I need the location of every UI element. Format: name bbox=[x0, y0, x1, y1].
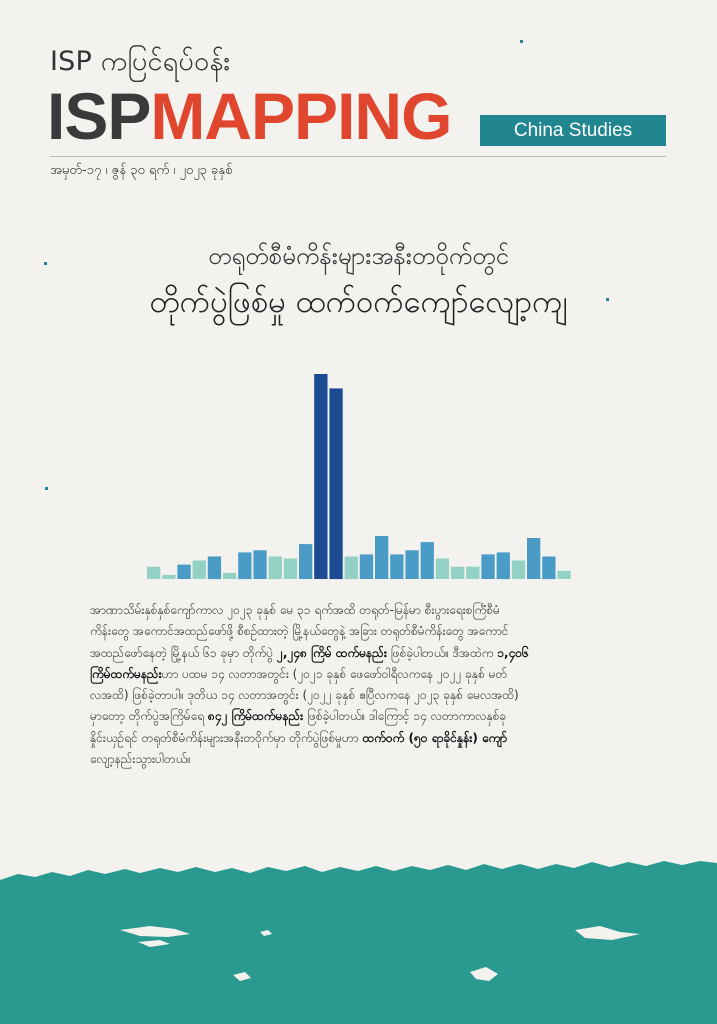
chart-bar-13 bbox=[329, 388, 342, 579]
chart-bar-4 bbox=[193, 561, 206, 579]
chart-bar-15 bbox=[360, 554, 373, 579]
chart-bar-11 bbox=[299, 544, 312, 579]
body-line-7: နှိုင်းယှဉ်ရင် တရုတ်စီမံကိန်းများအနီးတဝိုက်မှာ တိုက်ပွဲဖြစ်မှုဟာ bbox=[90, 730, 359, 745]
body-line-4: ဟာ ပထမ ၁၄ လတာအတွင်း (၂၀၂၁ ခုနှစ် ဖေဖော်ဝါရီလကနေ ၂၀၂၂ ခုနှစ် မတ် bbox=[161, 666, 508, 681]
series-label: ISP ကပြင်ရပ်ဝန်း bbox=[50, 46, 231, 77]
chart-bar-27 bbox=[542, 557, 555, 580]
chart-bar-25 bbox=[512, 561, 525, 579]
decorative-speck bbox=[44, 262, 47, 265]
body-highlight-first-period-unit: ကြိမ်ထက်မနည်း bbox=[90, 666, 162, 681]
body-line-5: လအထိ) ဖြစ်ခဲ့တာပါ။ ဒုတိယ ၁၄ လတာအတွင်း (၂၀၂၂ ခုနှစ် ဧပြီလကနေ ၂၀၂၃ ခုနှစ် မေလအထိ) bbox=[90, 688, 519, 703]
body-line-6: မှာတော့ တိုက်ပွဲအကြိမ်ရေ bbox=[90, 709, 205, 724]
body-line-3c: ဖြစ်ခဲ့ပါတယ်။ ဒီအထဲက bbox=[390, 645, 494, 660]
decorative-speck bbox=[520, 40, 523, 43]
chart-bar-14 bbox=[345, 557, 358, 580]
chart-bar-12 bbox=[314, 374, 327, 579]
body-highlight-total: ၂,၂၄၈ ကြိမ် ထက်မနည်း bbox=[276, 645, 387, 660]
issue-info: အမှတ်-၁၇ ၊ ဇွန် ၃၀ ရက် ၊ ၂၀၂၃ ခုနှစ် bbox=[50, 163, 233, 178]
chart-bar-2 bbox=[162, 575, 175, 579]
chart-bar-6 bbox=[223, 573, 236, 579]
chart-bar-22 bbox=[466, 567, 479, 579]
chart-bar-21 bbox=[451, 567, 464, 579]
chart-bar-7 bbox=[238, 552, 251, 579]
china-studies-badge: China Studies bbox=[480, 115, 666, 146]
decorative-speck bbox=[606, 298, 609, 301]
chart-bar-5 bbox=[208, 557, 221, 580]
body-highlight-second-period: ၈၄၂ ကြိမ်ထက်မနည်း bbox=[207, 709, 304, 724]
body-line-1: အာဏာသိမ်းနှစ်နှစ်ကျော်ကာလ ၂၀၂၃ ခုနှစ် မေ ၃၁ ရက်အထိ တရုတ်-မြန်မာ စီးပွားရေးစင်္ကြံစီမံ bbox=[90, 603, 500, 617]
body-line-6c: ဖြစ်ခဲ့ပါတယ်။ ဒါကြောင့် ၁၄ လတာကာလနှစ်ခု bbox=[307, 709, 507, 724]
chart-bar-24 bbox=[497, 552, 510, 579]
chart-bar-3 bbox=[177, 565, 190, 579]
logo-mapping-text: MAPPING bbox=[150, 79, 452, 153]
chart-bar-16 bbox=[375, 536, 388, 579]
body-highlight-first-period: ၁,၄၀၆ bbox=[497, 645, 529, 660]
chart-bar-18 bbox=[405, 550, 418, 579]
chart-bar-20 bbox=[436, 559, 449, 580]
body-line-8: လျော့နည်းသွားပါတယ်။ bbox=[90, 752, 191, 767]
chart-bar-10 bbox=[284, 559, 297, 580]
chart-bar-8 bbox=[253, 550, 266, 579]
chart-bar-19 bbox=[421, 542, 434, 579]
chart-bar-28 bbox=[557, 571, 570, 579]
logo-isp-text: ISP bbox=[47, 79, 151, 153]
chart-bar-1 bbox=[147, 567, 160, 579]
body-line-3: အထည်ဖော်နေတဲ့ မြို့နယ် ၆၁ ခုမှာ တိုက်ပွဲ bbox=[90, 645, 274, 660]
body-paragraph bbox=[90, 600, 638, 770]
body-highlight-decrease: ထက်ဝက် (၅၀ ရာခိုင်နှုန်း) ကျော် bbox=[362, 730, 508, 745]
chart-bar-9 bbox=[269, 557, 282, 580]
chart-bar-17 bbox=[390, 554, 403, 579]
footer-brush-band bbox=[0, 850, 717, 1024]
body-line-2: ကိန်းတွေ အကောင်အထည်ဖော်ဖို့ စီစဉ်ထားတဲ့ မြို့နယ်တွေနဲ့ အခြား တရုတ်စီမံကိန်းတွေ အကောင် bbox=[90, 624, 509, 639]
chart-bar-23 bbox=[481, 554, 494, 579]
headline-line-2: တိုက်ပွဲဖြစ်မှု ထက်ဝက်ကျော်လျော့ကျ bbox=[149, 284, 568, 320]
headline-line-1: တရုတ်စီမံကိန်းများအနီးတဝိုက်တွင် bbox=[208, 242, 509, 270]
decorative-speck bbox=[45, 487, 48, 490]
chart-bar-26 bbox=[527, 538, 540, 579]
